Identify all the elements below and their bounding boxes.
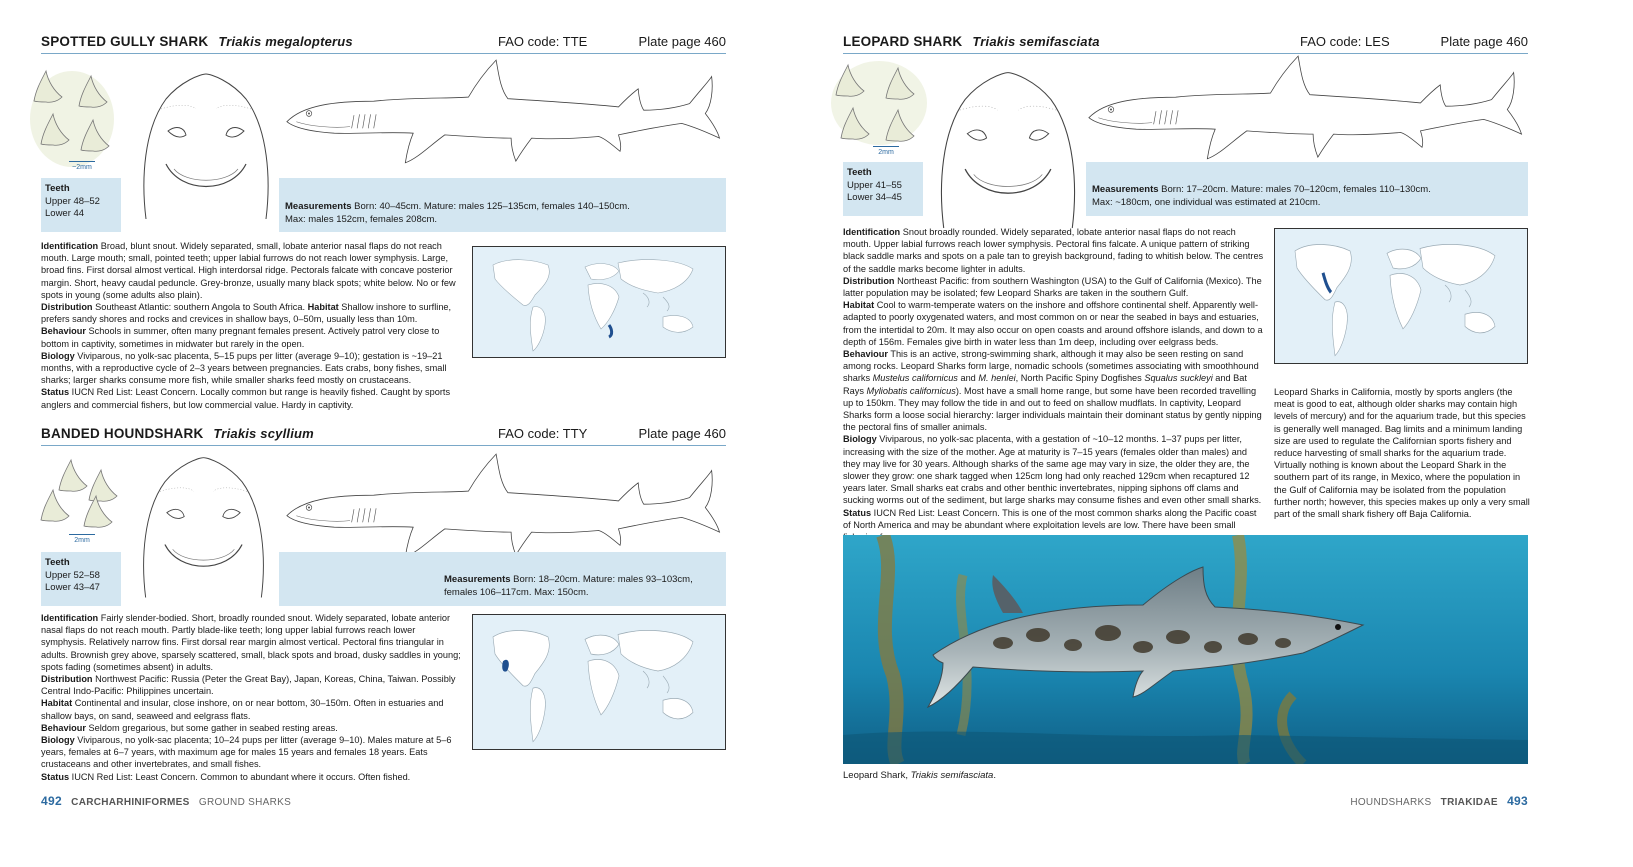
teeth-upper: Upper 41–55 [847,179,902,191]
behaviour-text: and [957,373,979,384]
scientific-name: Triakis semifasciata [972,34,1100,49]
teeth-title: Teeth [45,183,70,194]
measurements-box [279,178,726,232]
teeth-lower: Lower 34–45 [847,192,902,203]
range-map [472,614,726,750]
teeth-lower: Lower 44 [45,208,85,219]
label-biology: Biology [843,434,877,445]
common-name: SPOTTED GULLY SHARK Triakis megalopterus [41,34,353,49]
scale-bar: 2mm [69,534,95,544]
body-illustration [279,56,729,171]
common-name: BANDED HOUNDSHARK Triakis scyllium [41,426,314,441]
species-text [41,612,462,783]
label-distribution: Distribution [843,275,895,286]
biology-text: Viviparous, no yolk-sac placenta, 5–15 pups per litter (average 9–10); gestation is ~19–21 months, with a reproductive cycle of 2–3 years between pregnancies. Eats crabs, bony fishes, small sharks; larger sharks consume more fish, while smaller sharks feed mostly on crustaceans. [41,350,447,386]
scale-bar: 2mm [873,146,899,156]
behaviour-text: and Bat Rays [843,373,1247,396]
label-identification: Identification [843,227,901,237]
habitat-text: Shallow inshore to surfline, prefers sandy shores and rocks and crevices in shallow bays, 0–50m, usually less than 10m. [41,302,452,325]
teeth-title: Teeth [847,167,872,178]
status-text: IUCN Red List: Least Concern. Locally common but range is heavily fished. Caught by sports anglers and commercial fishers, but low commercial value. Hardy in captivity. [41,387,451,410]
measurements-line1: Born: 18–20cm. Mature: males 93–103cm, [513,574,693,585]
status-text: IUCN Red List: Least Concern. This is one of the most common sharks along the Pacific coast of North America and may be abundant where exploitation levels are low. There have been small [843,507,1257,530]
status-text: IUCN Red List: Least Concern. Common to abundant where it occurs. Often fished. [71,771,411,782]
teeth-illustration [829,58,929,148]
range-map [1274,228,1528,364]
distribution-text: Southeast Atlantic: southern Angola to South Africa. [95,302,306,313]
measurements-title: Measurements [1092,184,1159,195]
distribution-text: Northeast Pacific: from southern Washington (USA) to the Gulf of California (Mexico). The latter population may be isolated; few Leopard Sharks are taken in the southern Gulf. [843,275,1262,299]
measurements-title: Measurements [444,574,511,585]
scientific-name: Triakis scyllium [213,426,314,441]
common-name: LEOPARD SHARK Triakis semifasciata [843,34,1100,49]
teeth-count-box [843,162,923,216]
measurements-line2: Max: ~180cm, one individual was estimated at 210cm. [1092,196,1321,208]
teeth-title: Teeth [45,557,70,568]
species-header [41,422,726,446]
label-distribution: Distribution [41,674,93,685]
range-map [472,246,726,358]
measurements-line1: Born: 40–45cm. Mature: males 125–135cm, females 140–150cm. [354,201,630,212]
plate-page-link[interactable]: Plate page 460 [638,426,726,441]
head-illustration [136,450,271,610]
label-identification: Identification [41,613,99,623]
fao-code: FAO code: LES [1300,34,1390,49]
measurements-box [1086,162,1528,216]
label-identification: Identification [41,241,99,251]
species-header [41,30,726,54]
head-illustration [136,64,276,234]
identification-text: Snout broadly rounded. Widely separated, lobate anterior nasal flaps do not reach mouth. Upper labial furrows reach lower symphysis. Pectoral fins falcate. A unique pattern of striking black saddle marks and spots on a pale tan to greyish background, fading to whitish below. The centres of the saddle marks become lighter in adults. [843,227,1264,274]
species-banded-houndshark [41,422,726,787]
right-footer [1350,794,1528,808]
teeth-illustration [37,456,122,531]
label-status: Status [843,507,872,518]
species-mention: Mustelus californicus [872,373,958,384]
left-page [0,0,816,867]
teeth-count-box [41,552,121,606]
label-habitat: Habitat [843,300,875,311]
label-habitat: Habitat [307,302,339,313]
habitat-text: Cool to warm-temperate waters on the inshore and offshore continental shelf. Apparently well-adapted to poorly oxygenated waters, and most common on or near the seabed in bays and estuaries, from the intertidal to 20m. It may also occur on open coasts and around offshore islands, and down to a depth of 156m. Females give birth in water less than 1m deep, including over eelgrass beds. [843,300,1263,347]
teeth-count-box [41,178,121,232]
running-head-common: GROUND SHARKS [198,797,292,808]
running-head-order: CARCHARHINIFORMES [71,797,190,808]
leopard-shark-photo [843,535,1528,764]
label-biology: Biology [41,350,75,361]
page-number: 492 [41,794,62,808]
photo-caption: Leopard Shark, Triakis semifasciata. [843,770,996,781]
label-behaviour: Behaviour [41,326,86,337]
right-page [816,0,1633,867]
plate-page-link[interactable]: Plate page 460 [1440,34,1528,49]
behaviour-text: , North Pacific Spiny Dogfishes [1015,373,1145,384]
species-header [843,30,1528,54]
species-mention: Squalus suckleyi [1144,373,1213,384]
body-illustration [1081,52,1531,167]
teeth-upper: Upper 52–58 [45,569,100,581]
behaviour-text: ). Most have a small home range, but some have been recorded travelling up to 150km. They may follow the tide in and out to feed on shallow mudflats. In captivity, Leopard Sharks form a loose social hierarchy: larger individuals maintain their dominant status by gently nipping the pectoral fins of smaller animals. [843,385,1262,433]
head-illustration [933,58,1083,248]
scientific-name: Triakis megalopterus [218,34,353,49]
distribution-text: Northwest Pacific: Russia (Peter the Great Bay), Japan, Koreas, China, Taiwan. Possibly Central Indo-Pacific: Philippines uncertain. [41,674,456,697]
measurements-line1: Born: 17–20cm. Mature: males 70–120cm, females 110–130cm. [1161,184,1431,195]
measurements-title: Measurements [285,201,352,212]
label-distribution: Distribution [41,302,93,313]
label-behaviour: Behaviour [41,722,86,733]
body-illustration [279,450,729,565]
biology-text: Viviparous, no yolk-sac placenta, with a gestation of ~10–12 months. 1–37 pups per litter, increasing with the size of the mother. Age at maturity is 7–15 years (females older than males) and they may live for 30 years. Although sharks of the same age may vary in size, the older they are, the slower they grow: one shark tagged when 125cm long had only reached 129cm when recaptured 12 years later. Small sharks eat crabs and other benthic invertebrates, nipping siphons off clams and sucking worms out of the sediment, but large sharks may consume fishes and even other small sharks. [843,434,1262,506]
behaviour-text: Schools in summer, often many pregnant females present. Actively patrol very close to bottom in captivity, sometimes in midwater but rarely in the open. [41,326,440,349]
measurements-box [279,552,726,606]
teeth-lower: Lower 43–47 [45,582,100,593]
species-mention: M. henlei [978,373,1016,384]
teeth-upper: Upper 48–52 [45,195,100,207]
running-head-family: TRIAKIDAE [1440,797,1498,808]
biology-text: Viviparous, no yolk-sac placenta; 10–24 pups per litter (average 9–10). Males mature at 5–6 years, females at 6–7 years, with maximum age for males 15 years and females 18 years. Eats crustaceans and other invertebrates, and small fishes. [41,735,452,770]
measurements-line2: Max: males 152cm, females 208cm. [285,213,438,225]
fao-code: FAO code: TTY [498,426,588,441]
species-text [41,240,462,411]
label-habitat: Habitat [41,698,73,709]
left-footer [41,794,291,808]
behaviour-text: Seldom gregarious, but some gather in seabed resting areas. [88,722,338,733]
label-biology: Biology [41,735,75,746]
identification-text: Broad, blunt snout. Widely separated, small, lobate anterior nasal flaps do not reach mouth. Large mouth; small, pointed teeth; upper labial furrows do not reach lower symphysis. Large, broad fins. First dorsal almost vertical. High interdorsal ridge. Pectorals falcate with concave posterior margin. Short, heavy caudal peduncle. Grey-bronze, usually many black spots; white below. No or few spots in young (some adults also plain). [41,241,456,300]
species-text [843,226,1264,543]
running-head-common: HOUNDSHARKS [1350,797,1432,808]
species-spotted-gully-shark [41,30,726,415]
species-mention: Myliobatis californicus [866,385,956,396]
fao-code: FAO code: TTE [498,34,588,49]
behaviour-text: This is an active, strong-swimming shark, although it may also be seen resting on sand among rocks. Leopard Sharks form large, nomadic schools (sometimes associating with smoothhound sharks [843,349,1259,384]
label-behaviour: Behaviour [843,349,888,360]
status-continued [1274,386,1530,520]
species-leopard-shark [843,30,1528,530]
habitat-text: Continental and insular, close inshore, on or near bottom, 30–150m. Often in estuaries and shallow bays, on sand, seaweed and eelgrass flats. [41,698,444,721]
label-status: Status [41,387,70,398]
status-continued-text: Leopard Sharks in California, mostly by sports anglers (the meat is good to eat, although older sharks may contain high levels of mercury) and for the aquarium trade, but this species is generally well managed. Bag limits and a minimum landing size are used to regulate the Californian sports fishery and reduce harvesting of small sharks for the aquarium trade. Virtually nothing is known about the Leopard Shark in the southern part of its range, in Mexico, where the population in the Gulf of California may be isolated from the population further north; however, this species makes up only a very small part of the small shark fishery off Baja California. [1274,387,1530,520]
identification-text: Fairly slender-bodied. Short, broadly rounded snout. Widely separated, lobate anterior nasal flaps do not reach mouth. Partly blade-like teeth; long upper labial furrows reach lower symphysis. Relatively narrow fins. First dorsal rear margin almost vertical. Pectoral fins triangular in adults. Brownish grey above, sparsely scattered, small, black spots and broad, dusky saddles in young; spots fading (sometimes absent) in adults. [41,613,461,672]
scale-bar: ~2mm [69,161,95,171]
plate-page-link[interactable]: Plate page 460 [638,34,726,49]
label-status: Status [41,771,70,782]
page-number: 493 [1507,794,1528,808]
measurements-line2: females 106–117cm. Max: 150cm. [444,586,589,598]
